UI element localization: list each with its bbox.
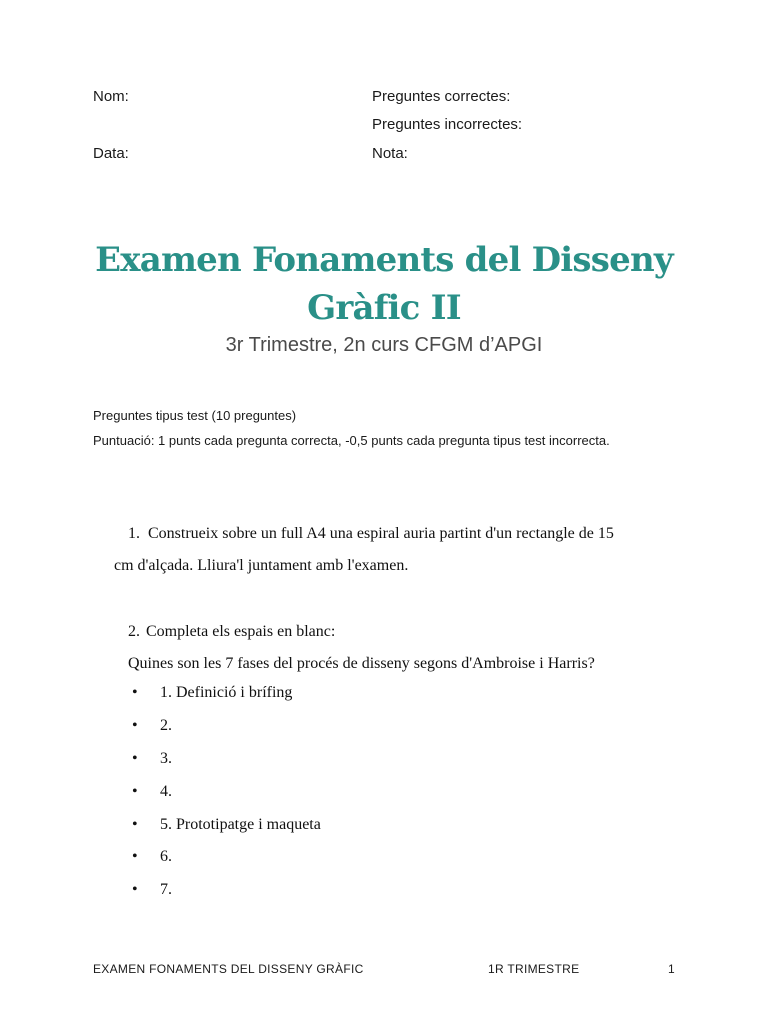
question-1 (114, 518, 674, 582)
phase-label: 5. Prototipatge i maqueta (160, 815, 321, 833)
design-phases-list (128, 678, 321, 908)
bullet-icon: • (132, 881, 138, 899)
list-item (128, 777, 321, 810)
phase-label: 1. Definició i brífing (160, 684, 293, 701)
list-item (128, 842, 321, 875)
incorrect-answers-label: Preguntes incorrectes: (372, 116, 523, 133)
bullet-icon: • (132, 848, 138, 866)
list-item (128, 744, 321, 777)
question-2-number: 2. (128, 623, 140, 640)
exam-subtitle: 3r Trimestre, 2n curs CFGM d’APGI (225, 334, 543, 356)
header-row-2 (93, 116, 693, 136)
bullet-icon: • (132, 716, 138, 734)
exam-title (0, 236, 768, 332)
question-2 (128, 616, 595, 680)
grade-label: Nota: (372, 145, 408, 162)
footer-title: EXAMEN FONAMENTS DEL DISSENY GRÀFIC (93, 962, 364, 976)
list-item (128, 678, 321, 711)
name-label: Nom: (93, 88, 129, 105)
list-item (128, 875, 321, 908)
question-1-line-2: cm d'alçada. Lliura'l juntament amb l'examen. (114, 557, 409, 574)
exam-title-line-1: Examen Fonaments del Disseny (95, 240, 673, 280)
phase-label: 3. (160, 749, 172, 767)
exam-title-line-2: Gràfic II (307, 288, 461, 328)
question-2-text: Completa els espais en blanc: (146, 623, 336, 640)
list-item (128, 810, 321, 843)
bullet-icon: • (132, 782, 138, 800)
question-2-prompt: Quines son les 7 fases del procés de disseny segons d'Ambroise i Harris? (128, 655, 595, 672)
scoring-info: Puntuació: 1 punts cada pregunta correcta, -0,5 punts cada pregunta tipus test incorrecta. (93, 433, 610, 448)
header-row-1 (93, 88, 693, 108)
phase-label: 7. (160, 881, 172, 899)
page-number: 1 (668, 962, 675, 976)
list-item (128, 711, 321, 744)
correct-answers-label: Preguntes correctes: (372, 88, 511, 105)
phase-label: 2. (160, 716, 172, 734)
bullet-icon: • (132, 815, 138, 833)
exam-info (93, 403, 610, 453)
question-1-number: 1. (128, 525, 140, 542)
bullet-icon: • (132, 749, 138, 767)
date-label: Data: (93, 145, 129, 162)
phase-label: 4. (160, 782, 172, 800)
header-row-3 (93, 145, 693, 165)
phase-label: 6. (160, 848, 172, 866)
question-1-line-1: Construeix sobre un full A4 una espiral auria partint d'un rectangle de 15 (148, 525, 614, 542)
bullet-icon: • (132, 684, 138, 701)
test-questions-info: Preguntes tipus test (10 preguntes) (93, 408, 297, 423)
footer-trimester: 1R TRIMESTRE (488, 962, 580, 976)
